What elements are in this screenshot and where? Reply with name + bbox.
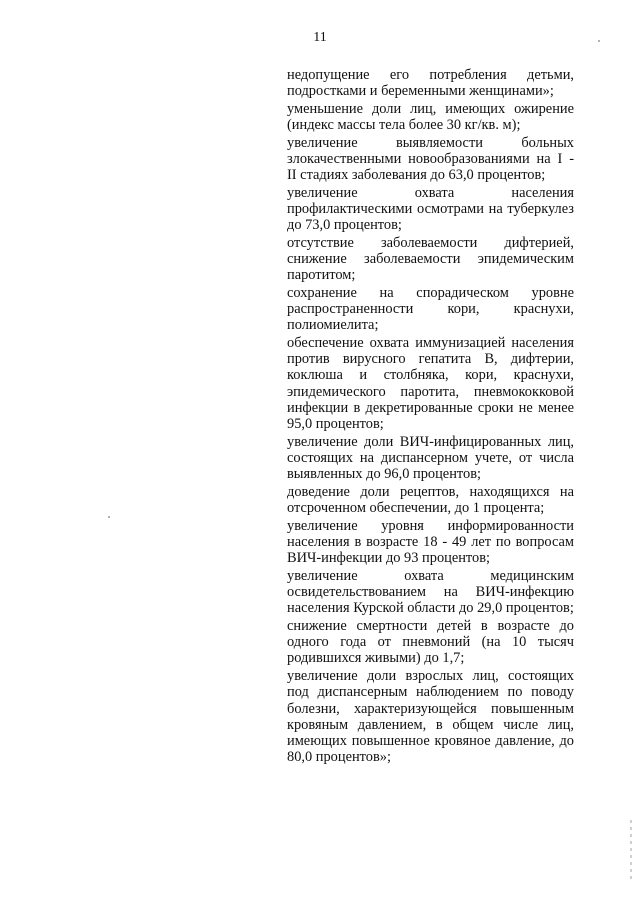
paragraph-4: увеличение охвата населения профилактическими осмотрами на туберкулез до 73,0 процентов; [287, 184, 574, 234]
scan-speck [598, 40, 600, 42]
paragraph-8: увеличение доли ВИЧ-инфицированных лиц, состоящих на диспансерном учете, от числа выявленных до 96,0 процентов; [287, 433, 574, 483]
paragraph-5: отсутствие заболеваемости дифтерией, снижение заболеваемости эпидемическим паротитом; [287, 234, 574, 284]
paragraph-6: сохранение на спорадическом уровне распространенности кори, краснухи, полиомиелита; [287, 284, 574, 334]
page-number: 11 [313, 30, 327, 45]
scan-edge-mark [630, 820, 632, 880]
paragraph-13: увеличение доли взрослых лиц, состоящих под диспансерным наблюдением по поводу болезни, характеризующейся повышенным кровяным давлением, в общем числе лиц, имеющих повышенное кровяное давление, до 80,0 процентов»; [287, 667, 574, 766]
paragraph-11: увеличение охвата медицинским освидетельствованием на ВИЧ-инфекцию населения Курской области до 29,0 процентов; [287, 567, 574, 617]
paragraph-12: снижение смертности детей в возрасте до одного года от пневмоний (на 10 тысяч родившихся живыми) до 1,7; [287, 617, 574, 667]
paragraph-2: уменьшение доли лиц, имеющих ожирение (индекс массы тела более 30 кг/кв. м); [287, 100, 574, 134]
paragraph-1: недопущение его потребления детьми, подростками и беременными женщинами»; [287, 67, 574, 100]
text-column [287, 67, 574, 766]
scan-speck [108, 516, 110, 518]
paragraph-7: обеспечение охвата иммунизацией населения против вирусного гепатита В, дифтерии, коклюша и столбняка, кори, краснухи, эпидемического паротита, пневмококковой инфекции в декретированные сроки не менее 95,0 процентов; [287, 334, 574, 433]
paragraph-3: увеличение выявляемости больных злокачественными новообразованиями на I - II стадиях заболевания до 63,0 процентов; [287, 134, 574, 184]
paragraph-9: доведение доли рецептов, находящихся на отсроченном обеспечении, до 1 процента; [287, 483, 574, 517]
paragraph-10: увеличение уровня информированности населения в возрасте 18 - 49 лет по вопросам ВИЧ-инфекции до 93 процентов; [287, 517, 574, 567]
